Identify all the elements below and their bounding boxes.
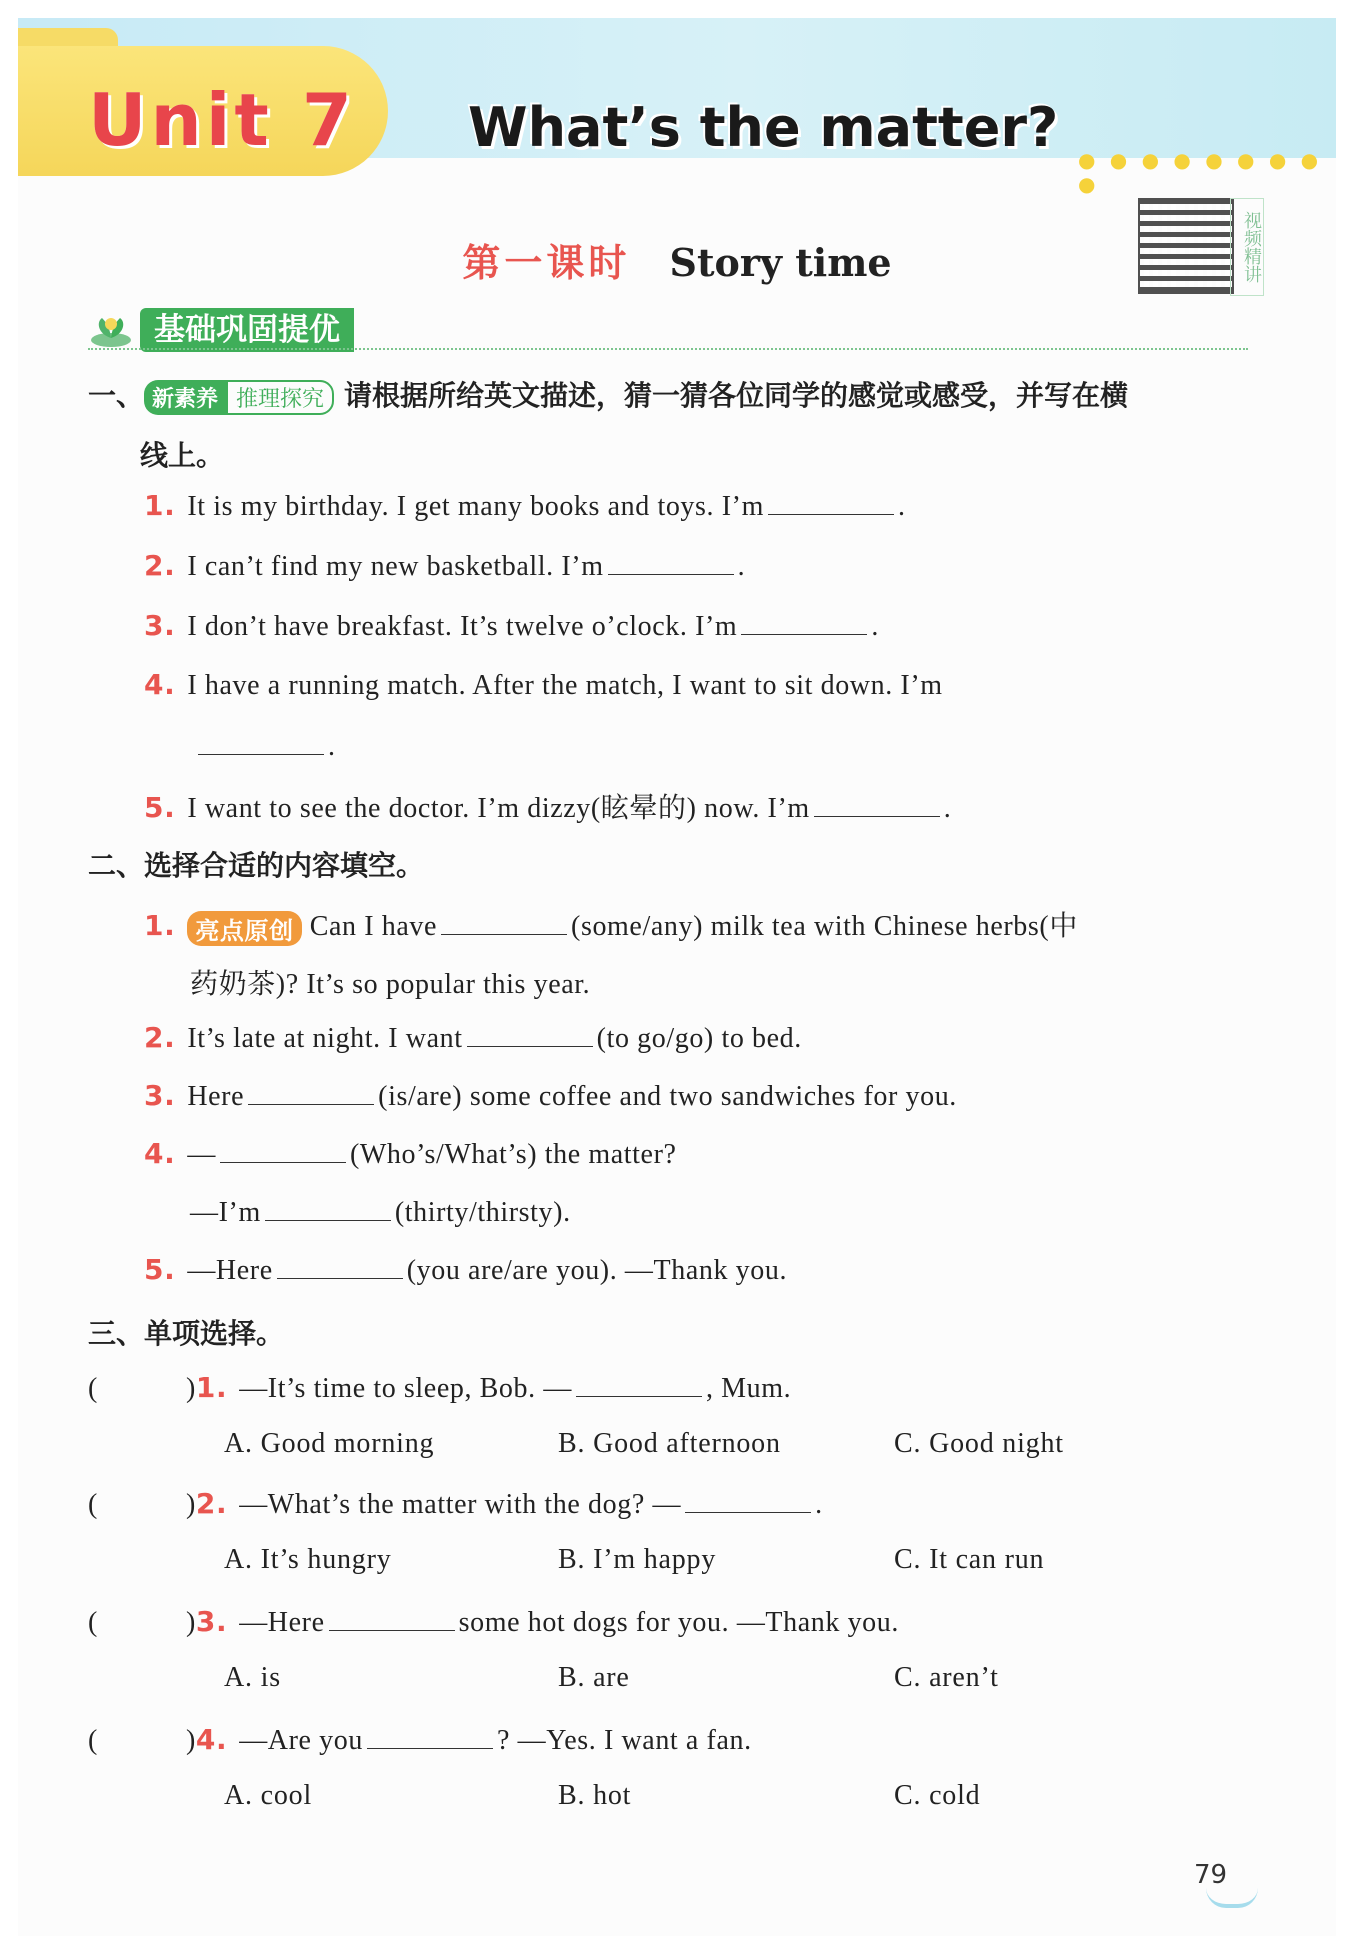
answer-blank[interactable] [367,1722,493,1749]
answer-blank[interactable] [685,1486,811,1513]
item-text-end: . [897,491,906,522]
part1-item [144,608,879,643]
part1-item-4-continuation [194,728,336,763]
answer-blank[interactable] [814,790,940,817]
answer-paren-close: ) [185,1607,196,1638]
part1-number: 一、 [88,379,145,412]
option-c[interactable]: C. aren’t [894,1662,999,1693]
item-text: —I’m [190,1197,261,1228]
option-c[interactable]: C. It can run [894,1544,1045,1575]
item-number: 3. [144,1079,176,1112]
option-b[interactable]: B. I’m happy [558,1544,717,1575]
item-number: 2. [144,549,176,582]
part1-item [144,668,943,702]
item-text: —Are you [239,1725,363,1756]
badge-reasoning: 推理探究 [226,380,334,415]
item-text-end: . [871,611,879,642]
item-text: —Here [187,1255,273,1286]
part1-item [144,786,951,826]
item-number: 4. [144,1137,176,1170]
answer-blank[interactable] [329,1604,455,1631]
item-text-end: (is/are) some coffee and two sandwiches for you. [378,1081,957,1112]
page-number-underline [1206,1888,1258,1908]
item-text: It’s late at night. I want [187,1023,463,1054]
part3-question [88,1370,791,1405]
option-c[interactable]: C. Good night [894,1428,1064,1459]
workbook-page [18,18,1336,1936]
option-a[interactable]: A. It’s hungry [224,1544,392,1575]
part2-item-1-line2: 药奶茶)? It’s so popular this year. [190,969,591,1000]
item-text-end: . [943,793,952,824]
item-text-end: , Mum. [705,1373,792,1404]
qr-caption: 视频精讲 [1230,198,1264,296]
option-b[interactable]: B. Good afternoon [558,1428,781,1459]
option-a[interactable]: A. cool [224,1780,313,1811]
item-text: — [187,1139,216,1170]
option-b[interactable]: B. hot [558,1780,632,1811]
part1-instruction-text: 请根据所给英文描述，猜一猜各位同学的感觉或感受，并写在横 [344,379,1129,412]
item-text: I want to see the doctor. I’m dizzy(眩晕的) now. I’m [187,793,810,824]
answer-blank[interactable] [265,1194,391,1221]
part2-item [144,904,1078,946]
item-text-end: (to go/go) to bed. [596,1023,802,1054]
item-text: Can I have [309,911,438,942]
item-number: 4. [195,1723,228,1756]
item-number: 5. [144,1253,176,1286]
part2-item [144,1136,677,1171]
part2-item [144,1020,802,1055]
dots-decoration: ● ● ● ● ● ● ● ● ● [1078,148,1323,196]
item-text: It is my birthday. I get many books and toys. I’m [187,491,764,522]
part3-question [88,1604,899,1639]
item-text: I don’t have breakfast. It’s twelve o’clock. I’m [187,611,738,642]
item-text-end: (you are/are you). —Thank you. [406,1255,788,1286]
answer-paren-open[interactable]: ( [88,1725,98,1756]
item-number: 1. [144,489,176,522]
part1-instruction-line2: 线上。 [140,439,225,472]
answer-blank[interactable] [198,728,324,755]
option-a[interactable]: A. Good morning [224,1428,435,1459]
item-text-end: (thirty/thirsty). [394,1197,571,1228]
answer-paren-close: ) [185,1489,196,1520]
answer-paren-close: ) [185,1373,196,1404]
unit-title: What’s the matter? [468,96,1059,159]
item-number: 3. [195,1605,228,1638]
item-text-end: some hot dogs for you. —Thank you. [458,1607,899,1638]
item-number: 5. [144,791,176,824]
answer-paren-open[interactable]: ( [88,1373,98,1404]
answer-blank[interactable] [441,908,567,935]
banner-divider [88,348,1248,350]
part2-item [144,1252,787,1287]
item-text: I can’t find my new basketball. I’m [187,551,604,582]
item-text: —What’s the matter with the dog? — [239,1489,682,1520]
item-number: 4. [144,668,176,701]
answer-paren-open[interactable]: ( [88,1489,98,1520]
answer-paren-open[interactable]: ( [88,1607,98,1638]
option-c[interactable]: C. cold [894,1780,981,1811]
answer-blank[interactable] [220,1136,346,1163]
leaf-icon [88,314,134,348]
item-text: —Here [239,1607,325,1638]
item-number: 1. [144,909,176,942]
item-text-end: . [328,731,336,762]
badge-original: 亮点原创 [187,911,301,946]
item-number: 3. [144,609,176,642]
page-number: 79 [1194,1860,1228,1890]
part1-instruction [88,374,1128,415]
option-a[interactable]: A. is [224,1662,281,1693]
item-number: 2. [144,1021,176,1054]
item-text-end: (some/any) milk tea with Chinese herbs(中 [571,911,1078,942]
part2-item-4-line2 [190,1194,571,1229]
item-text: I have a running match. After the match, I want to sit down. I’m [187,670,943,701]
section-banner-label: 基础巩固提优 [140,308,354,352]
part3-heading: 三、单项选择。 [88,1317,285,1350]
unit-label: Unit 7 [88,78,356,162]
item-text: Here [187,1081,245,1112]
answer-blank[interactable] [741,608,867,635]
answer-blank[interactable] [576,1370,702,1397]
part2-heading: 二、选择合适的内容填空。 [88,849,425,882]
part3-question [88,1486,823,1521]
answer-blank[interactable] [608,548,734,575]
item-text-end: (Who’s/What’s) the matter? [349,1139,677,1170]
part1-item [144,488,906,523]
answer-paren-close: ) [185,1725,196,1756]
item-text-end: . [815,1489,823,1520]
lesson-title: Story time [669,240,892,285]
item-text-end: . [737,551,746,582]
answer-blank[interactable] [467,1020,593,1047]
part1-item [144,548,745,583]
answer-blank[interactable] [768,488,894,515]
badge-new-literacy: 新素养 [144,380,226,415]
answer-blank[interactable] [248,1078,374,1105]
part3-question [88,1722,752,1757]
answer-blank[interactable] [277,1252,403,1279]
item-number: 1. [195,1371,228,1404]
item-text: —It’s time to sleep, Bob. — [239,1373,572,1404]
lesson-number: 第一课时 [462,240,631,285]
qr-code-icon[interactable] [1138,198,1234,294]
part2-item [144,1078,957,1113]
item-number: 2. [195,1487,228,1520]
option-b[interactable]: B. are [558,1662,630,1693]
item-text-end: ? —Yes. I want a fan. [496,1725,752,1756]
